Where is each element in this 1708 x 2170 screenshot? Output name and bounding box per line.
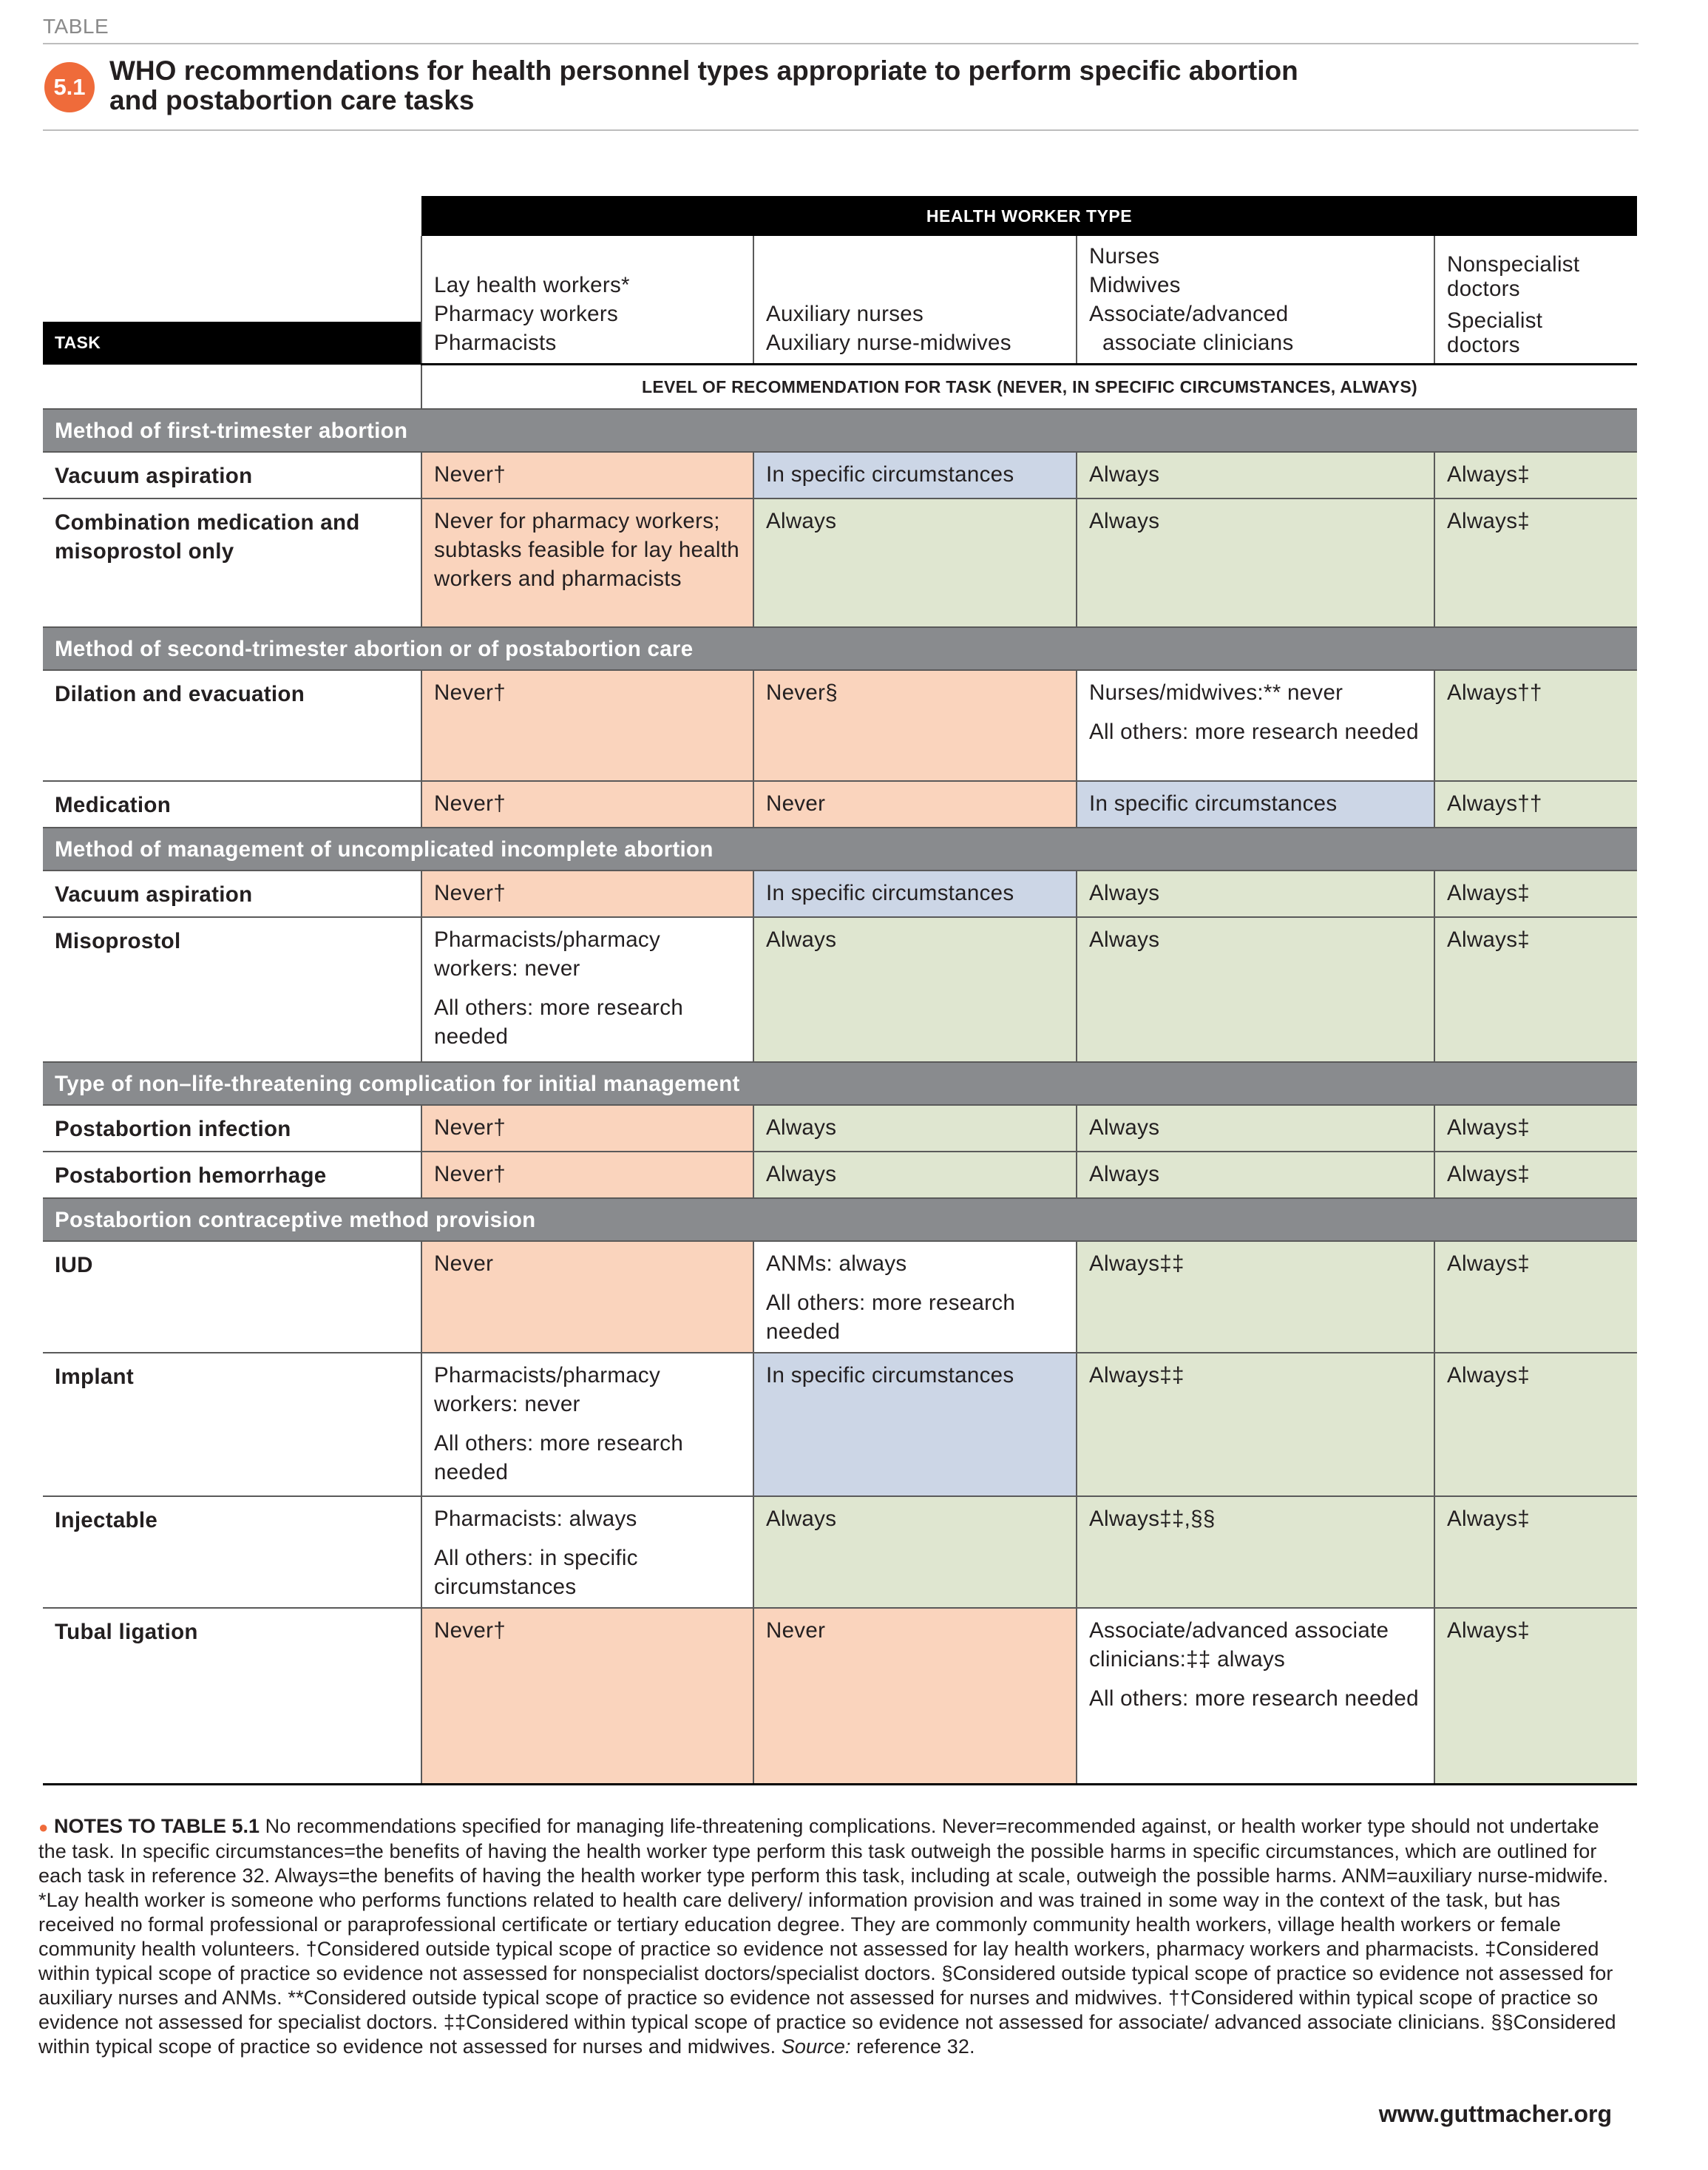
recommendation-cell	[421, 1353, 753, 1496]
recommendation-text: Never†	[434, 1162, 506, 1186]
recommendation-cell	[421, 670, 753, 781]
recommendation-cell	[1434, 1152, 1637, 1198]
task-label: Vacuum aspiration	[43, 871, 421, 917]
recommendation-text: Always	[1089, 1162, 1160, 1186]
recommendation-text: Never†	[434, 1618, 506, 1643]
recommendation-text: All others: more research needed	[1089, 720, 1419, 744]
notes-heading: NOTES TO TABLE 5.1	[54, 1815, 260, 1837]
col-lay-workers-header	[421, 236, 753, 365]
task-label: Injectable	[43, 1496, 421, 1608]
recommendation-text: Never	[766, 791, 826, 816]
col-doctors-header	[1434, 236, 1637, 365]
recommendation-cell	[421, 1496, 753, 1608]
recommendation-text: All others: more research needed	[766, 1291, 1016, 1344]
col4-line-3: Specialist	[1447, 308, 1543, 333]
table-row	[43, 452, 1637, 498]
recommendation-text: Always	[1089, 509, 1160, 533]
col1-line-2: Pharmacy workers	[434, 302, 619, 326]
recommendation-text: Always	[766, 1507, 837, 1531]
recommendation-cell	[1077, 1152, 1434, 1198]
recommendation-cell	[1077, 452, 1434, 498]
recommendation-text: In specific circumstances	[1089, 791, 1338, 816]
recommendation-text: ANMs: always	[766, 1251, 907, 1276]
recommendation-cell	[1077, 781, 1434, 828]
recommendation-cell	[1434, 1608, 1637, 1784]
table-row	[43, 1496, 1637, 1608]
recommendation-cell	[1077, 1496, 1434, 1608]
recommendation-text: Always‡‡	[1089, 1251, 1185, 1276]
recommendation-cell	[421, 1152, 753, 1198]
recommendation-text: Always‡	[1447, 881, 1530, 905]
recommendation-cell	[1434, 670, 1637, 781]
recommendation-cell	[421, 452, 753, 498]
task-label: Dilation and evacuation	[43, 670, 421, 781]
footer-url[interactable]: www.guttmacher.org	[1378, 2100, 1612, 2127]
notes-source-text: reference 32.	[856, 2035, 975, 2058]
col3-line-1: Nurses	[1089, 244, 1160, 268]
recommendation-text: Always	[1089, 881, 1160, 905]
recommendation-cell	[753, 781, 1077, 828]
recommendation-cell	[1434, 917, 1637, 1062]
recommendation-text: All others: more research needed	[434, 996, 684, 1049]
recommendation-text: Always	[1089, 927, 1160, 952]
col1-line-3: Pharmacists	[434, 331, 557, 355]
recommendation-text: In specific circumstances	[766, 881, 1014, 905]
section-row	[43, 828, 1637, 871]
recommendation-cell	[753, 1241, 1077, 1353]
level-spacer	[43, 365, 421, 410]
task-label: IUD	[43, 1241, 421, 1353]
recommendation-cell	[1077, 1241, 1434, 1353]
recommendation-text: Always‡	[1447, 1507, 1530, 1531]
recommendation-cell	[753, 917, 1077, 1062]
recommendation-text: Pharmacists/pharmacy workers: never	[434, 927, 661, 981]
recommendation-cell	[421, 917, 753, 1062]
recommendation-text: Never†	[434, 462, 506, 487]
recommendation-cell	[1434, 1105, 1637, 1152]
col3-line-4: associate clinicians	[1102, 331, 1294, 355]
task-label: Vacuum aspiration	[43, 452, 421, 498]
table-row	[43, 1105, 1637, 1152]
recommendation-text: All others: more research needed	[434, 1431, 684, 1484]
section-title: Method of second-trimester abortion or of postabortion care	[43, 627, 1637, 670]
table-row	[43, 871, 1637, 917]
recommendation-text: Always‡	[1447, 1115, 1530, 1140]
task-label: Combination medication and misoprostol only	[43, 498, 421, 627]
recommendation-text: Nurses/midwives:** never	[1089, 680, 1343, 705]
recommendation-cell	[1077, 670, 1434, 781]
col3-line-2: Midwives	[1089, 273, 1181, 297]
level-of-recommendation-header: LEVEL OF RECOMMENDATION FOR TASK (NEVER, IN SPECIFIC CIRCUMSTANCES, ALWAYS)	[421, 365, 1637, 410]
table-row	[43, 917, 1637, 1062]
section-title: Type of non–life-threatening complication for initial management	[43, 1062, 1637, 1105]
task-label: Implant	[43, 1353, 421, 1496]
task-header-cell	[43, 236, 421, 365]
recommendation-text: Never§	[766, 680, 838, 705]
recommendation-cell	[421, 1608, 753, 1784]
recommendation-cell	[421, 871, 753, 917]
table-number-badge: 5.1	[44, 62, 95, 112]
recommendation-text: In specific circumstances	[766, 1363, 1014, 1387]
col2-line-2: Auxiliary nurse-midwives	[766, 331, 1011, 355]
table-row	[43, 1152, 1637, 1198]
recommendation-cell	[753, 670, 1077, 781]
table-body	[43, 409, 1637, 1784]
recommendation-cell	[1434, 1241, 1637, 1353]
task-label: Tubal ligation	[43, 1608, 421, 1784]
recommendation-text: All others: more research needed	[1089, 1686, 1419, 1711]
table-row	[43, 670, 1637, 781]
table-notes	[38, 1814, 1628, 2059]
recommendation-cell	[753, 1105, 1077, 1152]
recommendation-cell	[1434, 452, 1637, 498]
col1-line-1: Lay health workers*	[434, 273, 630, 297]
recommendation-cell	[1077, 1608, 1434, 1784]
recommendation-text: Always	[1089, 1115, 1160, 1140]
col3-line-3: Associate/advanced	[1089, 302, 1289, 326]
recommendation-cell	[1077, 917, 1434, 1062]
recommendation-text: Never	[766, 1618, 826, 1643]
recommendation-text: Always††	[1447, 680, 1542, 705]
recommendation-text: Associate/advanced associate clinicians:‡‡ always	[1089, 1618, 1389, 1672]
table-row	[43, 1608, 1637, 1784]
recommendation-cell	[753, 452, 1077, 498]
recommendation-cell	[753, 871, 1077, 917]
table-title	[109, 56, 1366, 115]
recommendation-cell	[753, 1353, 1077, 1496]
table-row	[43, 781, 1637, 828]
recommendation-text: Always	[766, 1115, 837, 1140]
col2-line-1: Auxiliary nurses	[766, 302, 924, 326]
col4-line-2: doctors	[1447, 277, 1520, 301]
recommendation-text: Pharmacists: always	[434, 1507, 637, 1531]
task-label: Postabortion hemorrhage	[43, 1152, 421, 1198]
col4-line-4: doctors	[1447, 333, 1520, 357]
health-worker-type-header: HEALTH WORKER TYPE	[421, 196, 1637, 236]
recommendation-cell	[421, 1105, 753, 1152]
table-row	[43, 498, 1637, 627]
task-header: TASK	[43, 322, 421, 365]
recommendation-text: Always	[766, 509, 837, 533]
recommendation-cell	[421, 781, 753, 828]
section-row	[43, 1062, 1637, 1105]
recommendation-text: Always	[766, 927, 837, 952]
recommendation-cell	[1434, 1496, 1637, 1608]
recommendation-text: Never	[434, 1251, 494, 1276]
recommendation-cell	[1434, 498, 1637, 627]
recommendation-text: Always††	[1447, 791, 1542, 816]
recommendation-cell	[1077, 1105, 1434, 1152]
section-row	[43, 1198, 1637, 1241]
section-row	[43, 627, 1637, 670]
recommendation-cell	[753, 1152, 1077, 1198]
section-title: Method of first-trimester abortion	[43, 409, 1637, 452]
col-auxiliary-header	[753, 236, 1077, 365]
recommendation-text: Never†	[434, 1115, 506, 1140]
recommendation-text: Never†	[434, 881, 506, 905]
recommendation-text: Pharmacists/pharmacy workers: never	[434, 1363, 661, 1416]
recommendation-cell	[421, 1241, 753, 1353]
table-row	[43, 1353, 1637, 1496]
recommendation-text: Always‡	[1447, 1251, 1530, 1276]
notes-bullet: ●	[38, 1818, 49, 1836]
recommendation-cell	[753, 498, 1077, 627]
notes-source-label: Source:	[781, 2035, 851, 2058]
top-rule	[43, 43, 1638, 44]
task-label: Postabortion infection	[43, 1105, 421, 1152]
table-row	[43, 1241, 1637, 1353]
recommendation-cell	[421, 498, 753, 627]
section-title: Method of management of uncomplicated incomplete abortion	[43, 828, 1637, 871]
section-title: Postabortion contraceptive method provision	[43, 1198, 1637, 1241]
recommendation-cell	[753, 1608, 1077, 1784]
recommendation-cell	[1434, 781, 1637, 828]
task-label: Medication	[43, 781, 421, 828]
recommendation-text: Never for pharmacy workers; subtasks feasible for lay health workers and pharmacists	[434, 509, 739, 591]
recommendation-text: Always‡	[1447, 927, 1530, 952]
header-spacer	[43, 196, 421, 236]
recommendation-cell	[753, 1496, 1077, 1608]
recommendation-text: Always‡	[1447, 462, 1530, 487]
task-label: Misoprostol	[43, 917, 421, 1062]
recommendation-text: Never†	[434, 791, 506, 816]
recommendations-table	[43, 196, 1637, 1785]
recommendation-text: Always‡	[1447, 509, 1530, 533]
recommendation-text: All others: in specific circumstances	[434, 1546, 638, 1599]
notes-body: No recommendations specified for managing life-threatening complications. Never=recommended against, or health worker type should not undertake the task. In specific circumstances=the benefits of having the health worker type perform this task outweigh the possible harms in specific circumstances, which are outlined for each task in reference 32. Always=the benefits of having the health worker type perform this task, including at scale, outweigh the possible harms. ANM=auxiliary nurse-midwife. *Lay health worker is someone who performs functions related to health care delivery/ information provision and was trained in some way in the context of the task, but has received no formal professional or paraprofessional certificate or tertiary education degree. They are commonly community health workers, village health workers or female community health volunteers. †Considered outside typical scope of practice so evidence not assessed for lay health workers, pharmacy workers and pharmacists. ‡Considered within typical scope of practice so evidence not assessed for nonspecialist doctors/specialist doctors. §Considered outside typical scope of practice so evidence not assessed for auxiliary nurses and ANMs. **Considered outside typical scope of practice so evidence not assessed for nurses and midwives. ††Considered within typical scope of practice so evidence not assessed for specialist doctors. ‡‡Considered within typical scope of practice so evidence not assessed for associate/ advanced associate clinicians. §§Considered within typical scope of practice so evidence not assessed for nurses and midwives.	[38, 1815, 1616, 2058]
recommendation-text: Always	[766, 1162, 837, 1186]
recommendation-text: Always	[1089, 462, 1160, 487]
recommendation-text: Never†	[434, 680, 506, 705]
recommendation-cell	[1434, 1353, 1637, 1496]
recommendation-text: Always‡‡	[1089, 1363, 1185, 1387]
col-nurses-header	[1077, 236, 1434, 365]
recommendation-cell	[1077, 871, 1434, 917]
recommendation-cell	[1077, 1353, 1434, 1496]
table-title-line-2: and postabortion care tasks	[109, 85, 475, 115]
section-row	[43, 409, 1637, 452]
recommendation-text: Always‡	[1447, 1618, 1530, 1643]
recommendation-text: Always‡	[1447, 1363, 1530, 1387]
table-title-line-1: WHO recommendations for health personnel types appropriate to perform specific abortion	[109, 55, 1298, 86]
table-kicker: TABLE	[43, 15, 109, 38]
recommendation-text: Always‡‡,§§	[1089, 1507, 1216, 1531]
recommendation-text: In specific circumstances	[766, 462, 1014, 487]
recommendation-cell	[1077, 498, 1434, 627]
col4-line-1: Nonspecialist	[1447, 252, 1580, 277]
recommendation-cell	[1434, 871, 1637, 917]
title-rule	[43, 129, 1638, 131]
recommendation-text: Always‡	[1447, 1162, 1530, 1186]
